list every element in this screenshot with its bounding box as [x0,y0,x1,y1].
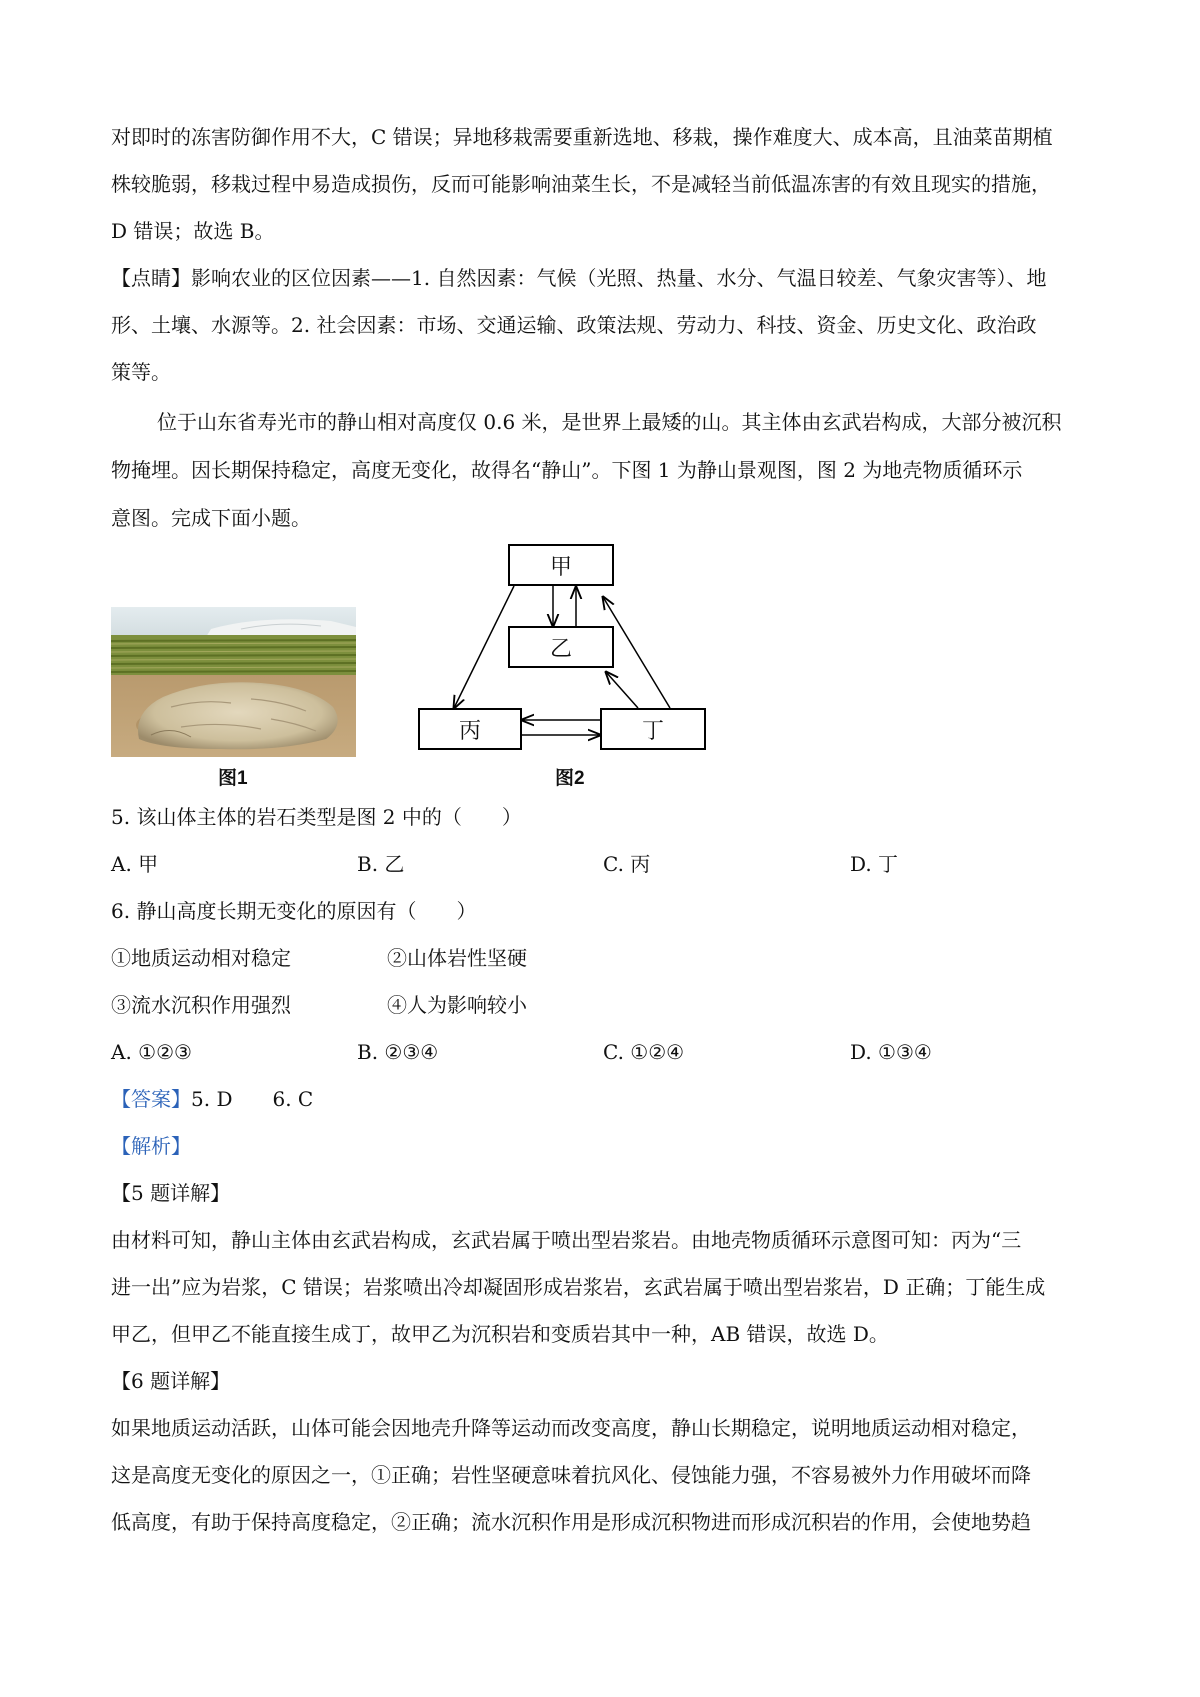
material-paragraph-line: 物掩埋。因长期保持稳定，高度无变化，故得名“静山”。下图 1 为静山景观图，图 2 为地壳物质循环示 [111,458,1023,482]
q6-option-a: A. ①②③ [111,1040,192,1064]
material-paragraph-line: 意图。完成下面小题。 [111,506,311,530]
node-bing: 丙 [418,708,522,750]
q5-option-b: B. 乙 [357,852,405,876]
figure-2-caption: 图2 [555,768,585,789]
detail-6-title: 【6 题详解】 [111,1369,231,1393]
answer-text: 5. D 6. C [191,1087,314,1111]
q6-option-d: D. ①③④ [850,1040,932,1064]
detail-5-title: 【5 题详解】 [111,1181,231,1205]
q6-option-b: B. ②③④ [357,1040,439,1064]
tip-paragraph-line: 【点睛】影响农业的区位因素——1. 自然因素：气候（光照、热量、水分、气温日较差、气象灾害等）、地 [111,266,1047,290]
q6-item-3: ③流水沉积作用强烈 [111,993,291,1017]
detail-5-line: 甲乙，但甲乙不能直接生成丁，故甲乙为沉积岩和变质岩其中一种，AB 错误，故选 D。 [111,1322,889,1346]
detail-6-line: 低高度，有助于保持高度稳定，②正确；流水沉积作用是形成沉积物进而形成沉积岩的作用，会使地势趋 [111,1510,1031,1534]
figure-1-caption: 图1 [218,768,248,789]
material-paragraph-line: 位于山东省寿光市的静山相对高度仅 0.6 米，是世界上最矮的山。其主体由玄武岩构成，大部分被沉积 [157,410,1062,434]
q5-option-c: C. 丙 [603,852,651,876]
answer-label: 【答案】 [111,1087,191,1111]
node-yi: 乙 [508,626,614,668]
paragraph-line: 对即时的冻害防御作用不大，C 错误；异地移栽需要重新选地、移栽，操作难度大、成本高，且油菜苗期植 [111,125,1053,149]
paragraph-line: 形、土壤、水源等。2. 社会因素：市场、交通运输、政策法规、劳动力、科技、资金、历史文化、政治政 [111,313,1037,337]
rock-cycle-arrows [0,0,1200,800]
analysis-label: 【解析】 [111,1134,191,1158]
detail-5-line: 由材料可知，静山主体由玄武岩构成，玄武岩属于喷出型岩浆岩。由地壳物质循环示意图可知：丙为“三 [111,1228,1022,1252]
paragraph-line: D 错误；故选 B。 [111,219,275,243]
q6-item-4: ④人为影响较小 [387,993,527,1017]
detail-6-line: 如果地质运动活跃，山体可能会因地壳升降等运动而改变高度，静山长期稳定，说明地质运动相对稳定， [111,1416,1031,1440]
paragraph-line: 策等。 [111,360,171,384]
q5-option-a: A. 甲 [111,852,159,876]
q6-item-1: ①地质运动相对稳定 [111,946,291,970]
node-jia: 甲 [508,544,614,586]
detail-5-line: 进一出”应为岩浆，C 错误；岩浆喷出冷却凝固形成岩浆岩，玄武岩属于喷出型岩浆岩，D 正确；丁能生成 [111,1275,1046,1299]
question-5-stem: 5. 该山体主体的岩石类型是图 2 中的（ ） [111,805,522,829]
question-6-stem: 6. 静山高度长期无变化的原因有（ ） [111,899,477,923]
answer-row [111,1085,313,1113]
q6-option-c: C. ①②④ [603,1040,685,1064]
detail-6-line: 这是高度无变化的原因之一，①正确；岩性坚硬意味着抗风化、侵蚀能力强，不容易被外力作用破坏而降 [111,1463,1031,1487]
node-ding: 丁 [600,708,706,750]
paragraph-line: 株较脆弱，移栽过程中易造成损伤，反而可能影响油菜生长，不是减轻当前低温冻害的有效且现实的措施， [111,172,1051,196]
q6-item-2: ②山体岩性坚硬 [387,946,527,970]
q5-option-d: D. 丁 [850,852,899,876]
